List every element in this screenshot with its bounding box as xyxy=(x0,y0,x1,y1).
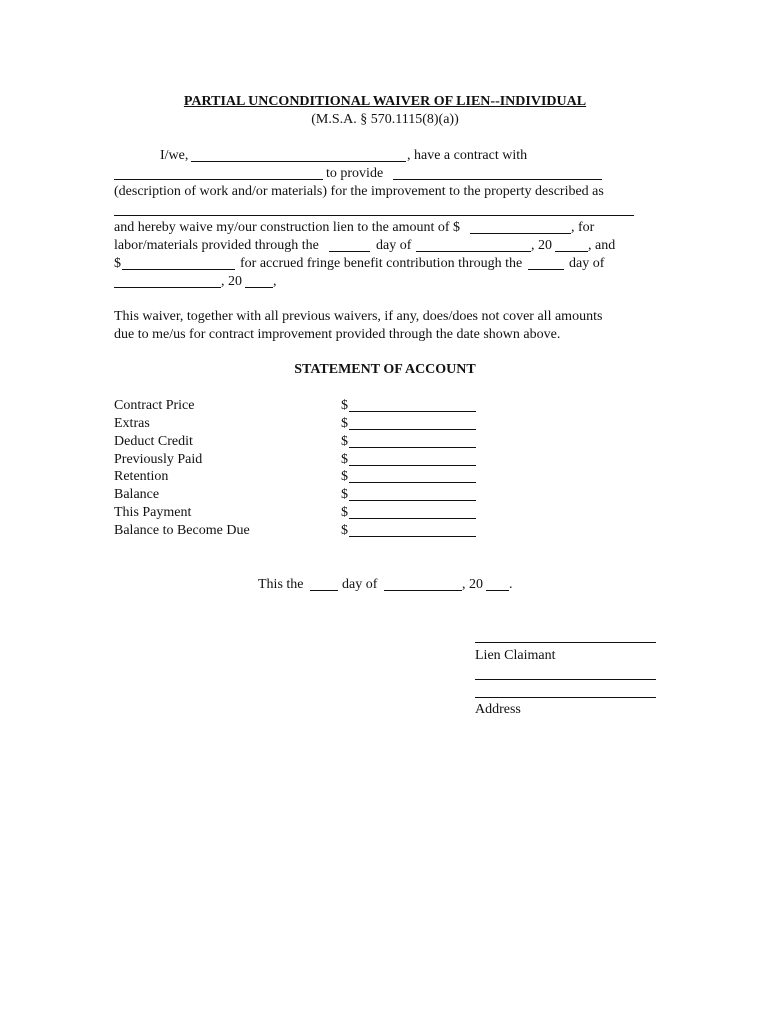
row-amount-retention[interactable] xyxy=(349,482,476,483)
date-year-prefix: , 20 xyxy=(462,577,483,592)
row-label-contract-price: Contract Price xyxy=(114,398,195,413)
row-amount-previously-paid[interactable] xyxy=(349,465,476,466)
date-day-of-text: day of xyxy=(342,577,378,592)
address-label: Address xyxy=(475,702,521,717)
waive-lien-text: and hereby waive my/our construction lien to the amount of $ xyxy=(114,220,461,235)
for-text: , for xyxy=(571,220,595,235)
date-period: . xyxy=(509,577,513,592)
date-month-blank[interactable] xyxy=(384,590,462,591)
property-description-blank[interactable] xyxy=(114,215,634,216)
through-year-blank[interactable] xyxy=(555,251,588,252)
row-dollar-extras: $ xyxy=(341,416,348,431)
row-amount-balance[interactable] xyxy=(349,500,476,501)
row-label-balance-to-become-due: Balance to Become Due xyxy=(114,523,250,538)
row-label-balance: Balance xyxy=(114,487,160,502)
fringe-day-blank[interactable] xyxy=(528,269,564,270)
row-dollar-previously-paid: $ xyxy=(341,452,348,467)
iwe-label: I/we, xyxy=(160,148,189,163)
contract-with-text: , have a contract with xyxy=(407,148,528,163)
description-text: (description of work and/or materials) for the improvement to the property described as xyxy=(114,184,604,199)
contractor-name-blank[interactable] xyxy=(114,179,323,180)
labor-materials-text: labor/materials provided through the xyxy=(114,238,319,253)
row-amount-this-payment[interactable] xyxy=(349,518,476,519)
fringe-amount-blank[interactable] xyxy=(122,269,235,270)
date-year-blank[interactable] xyxy=(486,590,509,591)
day-of-text: day of xyxy=(376,238,412,253)
row-amount-contract-price[interactable] xyxy=(349,411,476,412)
waiver-statement-line2: due to me/us for contract improvement provided through the date shown above. xyxy=(114,327,561,342)
row-amount-deduct-credit[interactable] xyxy=(349,447,476,448)
row-dollar-deduct-credit: $ xyxy=(341,434,348,449)
row-dollar-contract-price: $ xyxy=(341,398,348,413)
address-line-1[interactable] xyxy=(475,679,656,680)
lien-claimant-label: Lien Claimant xyxy=(475,648,556,663)
row-label-deduct-credit: Deduct Credit xyxy=(114,434,193,449)
year-prefix-text: , 20 xyxy=(531,238,552,253)
work-description-blank[interactable] xyxy=(393,179,602,180)
row-label-extras: Extras xyxy=(114,416,150,431)
fringe-year-prefix: , 20 xyxy=(221,274,242,289)
through-day-blank[interactable] xyxy=(329,251,370,252)
row-dollar-retention: $ xyxy=(341,469,348,484)
fringe-month-blank[interactable] xyxy=(114,287,221,288)
lien-amount-blank[interactable] xyxy=(470,233,571,234)
to-provide-text: to provide xyxy=(326,166,384,181)
claimant-name-blank[interactable] xyxy=(191,161,406,162)
row-label-retention: Retention xyxy=(114,469,169,484)
row-label-previously-paid: Previously Paid xyxy=(114,452,203,467)
fringe-year-blank[interactable] xyxy=(245,287,273,288)
statement-heading: STATEMENT OF ACCOUNT xyxy=(294,362,476,377)
fringe-day-of-text: day of xyxy=(569,256,605,271)
row-amount-balance-to-become-due[interactable] xyxy=(349,536,476,537)
fringe-comma: , xyxy=(273,274,277,289)
statute-citation: (M.S.A. § 570.1115(8)(a)) xyxy=(311,112,459,127)
waiver-statement-line1: This waiver, together with all previous waivers, if any, does/does not cover all amounts xyxy=(114,309,603,324)
fringe-benefit-text: for accrued fringe benefit contribution through the xyxy=(240,256,523,271)
fringe-dollar-sign: $ xyxy=(114,256,121,271)
date-day-blank[interactable] xyxy=(310,590,338,591)
row-dollar-this-payment: $ xyxy=(341,505,348,520)
row-dollar-balance: $ xyxy=(341,487,348,502)
row-amount-extras[interactable] xyxy=(349,429,476,430)
and-text: , and xyxy=(588,238,616,253)
row-dollar-balance-to-become-due: $ xyxy=(341,523,348,538)
through-month-blank[interactable] xyxy=(416,251,531,252)
lien-claimant-signature-line[interactable] xyxy=(475,642,656,643)
address-line-2[interactable] xyxy=(475,697,656,698)
row-label-this-payment: This Payment xyxy=(114,505,192,520)
date-line-prefix: This the xyxy=(258,577,304,592)
document-title: PARTIAL UNCONDITIONAL WAIVER OF LIEN--INDIVIDUAL xyxy=(183,94,587,109)
